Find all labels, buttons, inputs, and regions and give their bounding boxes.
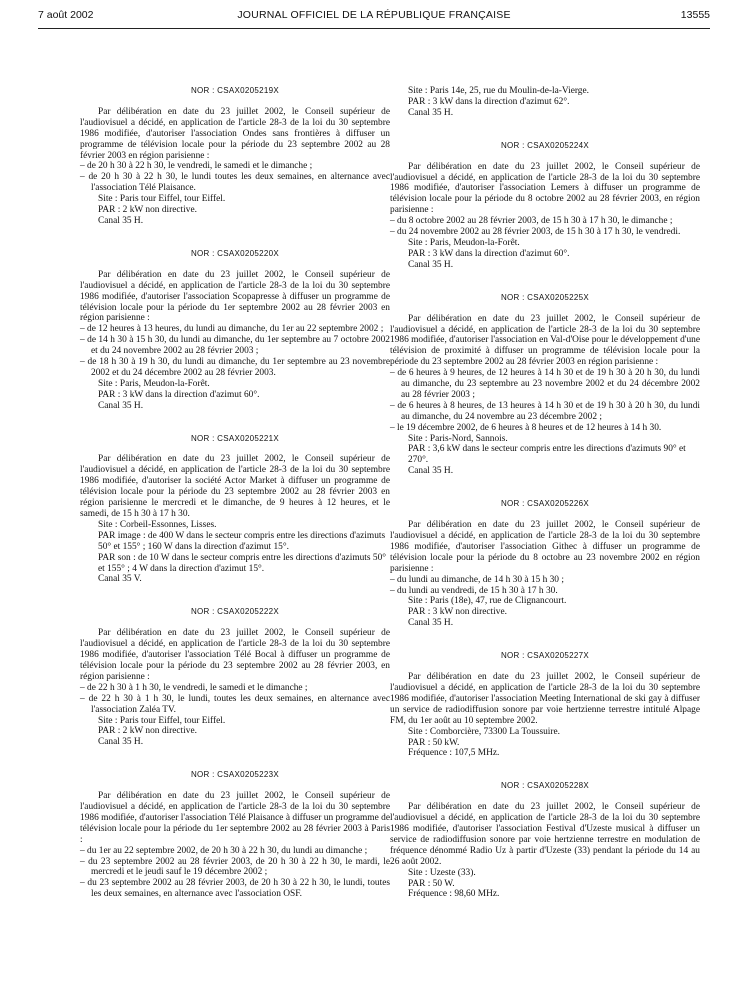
schedule-item: – de 22 h 30 à 1 h 30, le lundi, toutes les deux semaines, en alternance avec l'association Zaléa TV. (80, 693, 390, 715)
schedule-item: – du 1er au 22 septembre 2002, de 20 h 30 à 22 h 30, du lundi au dimanche ; (80, 845, 368, 856)
schedule-list (390, 216, 700, 238)
technical-detail: Site : Paris-Nord, Sannois. (408, 433, 508, 444)
schedule-item: – du 23 septembre 2002 au 28 février 2003, de 20 h 30 à 22 h 30, le mardi, le mercredi et le jeudi sauf le 19 décembre 2002 ; (80, 856, 390, 878)
decision-section (390, 86, 700, 119)
left-column (80, 86, 390, 900)
technical-detail: Site : Paris, Meudon-la-Forêt. (408, 237, 520, 248)
decision-section (390, 477, 700, 629)
nor-reference: NOR : CSAX0205223X (190, 770, 280, 780)
decision-paragraph: Par délibération en date du 23 juillet 2002, le Conseil supérieur de l'audiovisuel a décidé, en application de l'article 28-3 de la loi du 30 septembre 1986 modifiée, d'autoriser l'association en Val-d'Oise pour le développement d'une télévision de proximité à diffuser un programme de télévision locale pour la période du 23 septembre 2002 au 28 février 2003 en région parisienne : (390, 313, 700, 368)
nor-reference: NOR : CSAX0205225X (500, 292, 590, 302)
technical-detail: Canal 35 H. (408, 466, 454, 477)
decision-paragraph: Par délibération en date du 23 juillet 2002, le Conseil supérieur de l'audiovisuel a décidé, en application de l'article 28-3 de la loi du 30 septembre 1986 modifiée, d'autoriser l'association Githec à diffuser un programme de télévision locale pour la période du 8 octobre au 23 novembre 2002 en région parisienne : (390, 520, 700, 574)
technical-detail: Site : Paris 14e, 25, rue du Moulin-de-la-Vierge. (408, 86, 589, 96)
schedule-item: – du lundi au vendredi, de 15 h 30 à 17 h 30. (390, 585, 558, 596)
technical-detail: PAR : 3 kW non directive. (408, 607, 507, 618)
technical-detail: Site : Uzeste (33). (408, 867, 476, 878)
technical-detail: PAR : 2 kW non directive. (98, 205, 197, 216)
decision-paragraph: Par délibération en date du 23 juillet 2002, le Conseil supérieur de l'audiovisuel a décidé, en application de l'article 28-3 de la loi du 30 septembre 1986 modifiée, d'autoriser l'association Lemers à diffuser un programme de télévision locale pour la période du 8 octobre 2002 au 28 février 2003, en région parisienne : (390, 161, 700, 216)
section-spacer (80, 748, 390, 770)
technical-detail: Canal 35 V. (98, 574, 142, 585)
section-spacer (390, 477, 700, 499)
section-spacer (80, 585, 390, 607)
header-title: JOURNAL OFFICIEL DE LA RÉPUBLIQUE FRANÇAISE (237, 9, 511, 21)
section-spacer (390, 119, 700, 141)
schedule-item: – de 14 h 30 à 15 h 30, du lundi au dimanche, du 1er septembre au 7 octobre 2002 et du 24 novembre 2002 au 28 février 2003 ; (80, 335, 390, 357)
schedule-item: – de 18 h 30 à 19 h 30, du lundi au dimanche, du 1er septembre au 23 novembre 2002 et du 24 décembre 2002 au 28 février 2003. (80, 357, 390, 378)
schedule-item: – du lundi au dimanche, de 14 h 30 à 15 h 30 ; (390, 574, 564, 585)
decision-section (390, 629, 700, 759)
page-header (0, 9, 748, 25)
technical-detail: Fréquence : 107,5 MHz. (408, 748, 500, 759)
nor-reference: NOR : CSAX0205222X (190, 607, 280, 617)
decision-section (390, 119, 700, 271)
schedule-item: – de 12 heures à 13 heures, du lundi au dimanche, du 1er au 22 septembre 2002 ; (80, 324, 384, 335)
section-spacer (390, 629, 700, 651)
technical-detail: Canal 35 H. (98, 400, 144, 411)
technical-detail: Site : Paris (18e), 47, rue de Clignancourt. (408, 596, 567, 607)
decision-section (80, 227, 390, 412)
decision-section (390, 271, 700, 478)
schedule-item: – de 6 heures à 9 heures, de 12 heures à 14 h 30 et de 19 h 30 à 20 h 30, du lundi au dimanche, du 23 septembre au 23 novembre 2002 et du 24 décembre 2002 au 28 février 2003 ; (390, 368, 700, 400)
nor-reference: NOR : CSAX0205226X (500, 499, 590, 509)
nor-reference: NOR : CSAX0205224X (500, 140, 590, 150)
nor-reference: NOR : CSAX0205227X (500, 651, 590, 661)
decision-paragraph: Par délibération en date du 23 juillet 2002, le Conseil supérieur de l'audiovisuel a décidé, en application de l'article 28-3 de la loi du 30 septembre 1986 modifiée, d'autoriser l'association Festival d'Uzeste musical à diffuser un service de radiodiffusion sonore par voie hertzienne terrestre en modulation de fréquence dénommé Radio Uz à partir d'Uzeste (33) pendant la période du 14 au 26 août 2002. (390, 802, 700, 867)
technical-detail: PAR : 3 kW dans la direction d'azimut 62°. (408, 96, 570, 107)
technical-detail: PAR : 50 kW. (408, 737, 460, 748)
technical-detail: PAR image : de 400 W dans le secteur compris entre les directions d'azimuts 50° et 155° ; 160 W dans la direction d'azimut 15°. (98, 530, 386, 552)
decision-paragraph: Par délibération en date du 23 juillet 2002, le Conseil supérieur de l'audiovisuel a décidé, en application de l'article 28-3 de la loi du 30 septembre 1986 modifiée, d'autoriser l'association Télé Bocal à diffuser un programme de télévision locale pour la période du 23 septembre 2002 au 28 février 2003, en région parisienne : (80, 628, 390, 682)
schedule-item: – du 24 novembre 2002 au 28 février 2003, de 15 h 30 à 17 h 30, le vendredi. (390, 227, 681, 238)
schedule-item: – du 23 septembre 2002 au 28 février 2003, de 20 h 30 à 22 h 30, le lundi, toutes les deux semaines, en alternance avec l'association OSF. (80, 878, 390, 900)
header-rule (38, 28, 710, 29)
decision-paragraph: Par délibération en date du 23 juillet 2002, le Conseil supérieur de l'audiovisuel a décidé, en application de l'article 28-3 de la loi du 30 septembre 1986 modifiée, d'autoriser l'association Ondes sans frontières à diffuser un programme de télévision locale pour la période du 23 septembre 2002 au 28 février 2003 en région parisienne : (80, 106, 390, 161)
schedule-item: – de 20 h 30 à 22 h 30, le lundi toutes les deux semaines, en alternance avec l'association Télé Plaisance. (80, 172, 390, 194)
decision-paragraph: Par délibération en date du 23 juillet 2002, le Conseil supérieur de l'audiovisuel a décidé, en application de l'article 28-3 de la loi du 30 septembre 1986 modifiée, d'autoriser la société Actor Market à diffuser un programme de télévision locale pour la période du 23 septembre 2002 au 28 février 2003 en région parisienne le mercredi et le dimanche, de 9 heures à 12 heures, et le samedi, de 15 h 30 à 17 h 30. (80, 454, 390, 519)
decision-paragraph: Par délibération en date du 23 juillet 2002, le Conseil supérieur de l'audiovisuel a décidé, en application de l'article 28-3 de la loi du 30 septembre 1986 modifiée, d'autoriser l'association Meeting International de ski gay à diffuser un service de radiodiffusion sonore par voie hertzienne terrestre intitulé Alpage FM, du 1er août au 10 septembre 2002. (390, 672, 700, 726)
header-page-number: 13555 (680, 9, 710, 21)
technical-detail: Canal 35 H. (408, 618, 454, 629)
schedule-item: – de 22 h 30 à 1 h 30, le vendredi, le samedi et le dimanche ; (80, 682, 308, 693)
section-spacer (390, 271, 700, 293)
technical-detail: Site : Comborcière, 73300 La Toussuire. (408, 726, 561, 737)
technical-detail: Site : Paris tour Eiffel, tour Eiffel. (98, 194, 226, 205)
header-date: 7 août 2002 (38, 9, 94, 21)
technical-detail: Canal 35 H. (98, 215, 144, 226)
technical-detail: Fréquence : 98,60 MHz. (408, 889, 500, 900)
schedule-item: – le 19 décembre 2002, de 6 heures à 8 heures et de 12 heures à 14 h 30. (390, 422, 662, 433)
technical-detail: PAR : 50 W. (408, 878, 455, 889)
schedule-list (80, 324, 390, 379)
section-spacer (80, 227, 390, 249)
nor-reference: NOR : CSAX0205219X (190, 86, 280, 95)
decision-section (80, 86, 390, 227)
schedule-list (80, 683, 390, 716)
schedule-list (390, 368, 700, 433)
technical-detail: PAR : 3 kW dans la direction d'azimut 60°. (98, 389, 260, 400)
technical-detail: Canal 35 H. (98, 737, 144, 748)
technical-detail: Canal 35 H. (408, 259, 454, 270)
schedule-list (80, 161, 390, 194)
section-spacer (390, 759, 700, 781)
section-spacer (80, 412, 390, 434)
technical-detail: Site : Paris tour Eiffel, tour Eiffel. (98, 715, 226, 726)
decision-paragraph: Par délibération en date du 23 juillet 2002, le Conseil supérieur de l'audiovisuel a décidé, en application de l'article 28-3 de la loi du 30 septembre 1986 modifiée, d'autoriser l'association Télé Plaisance à diffuser un programme de télévision locale pour la période du 1er septembre 2002 au 28 février 2003 à Paris : (80, 791, 390, 845)
right-column (390, 86, 700, 900)
schedule-list (80, 846, 390, 901)
schedule-item: – de 6 heures à 8 heures, de 13 heures à 14 h 30 et de 19 h 30 à 20 h 30, du lundi au dimanche, du 24 novembre au 23 décembre 2002 ; (390, 400, 700, 422)
technical-detail: Canal 35 H. (408, 107, 454, 118)
decision-section (80, 412, 390, 586)
decision-section (80, 585, 390, 748)
technical-detail: Site : Corbeil-Essonnes, Lisses. (98, 519, 217, 530)
nor-reference: NOR : CSAX0205221X (190, 433, 280, 443)
technical-detail: Site : Paris, Meudon-la-Forêt. (98, 378, 210, 389)
schedule-item: – de 20 h 30 à 22 h 30, le vendredi, le samedi et le dimanche ; (80, 161, 313, 172)
nor-reference: NOR : CSAX0205220X (190, 248, 280, 258)
schedule-item: – du 8 octobre 2002 au 28 février 2003, de 15 h 30 à 17 h 30, le dimanche ; (390, 216, 673, 227)
nor-reference: NOR : CSAX0205228X (500, 781, 590, 791)
decision-paragraph: Par délibération en date du 23 juillet 2002, le Conseil supérieur de l'audiovisuel a décidé, en application de l'article 28-3 de la loi du 30 septembre 1986 modifiée, d'autoriser l'association Scopapresse à diffuser un programme de télévision locale pour la période du 1er septembre 2002 au 28 février 2003 en région parisienne : (80, 269, 390, 324)
technical-detail: PAR : 3,6 kW dans le secteur compris entre les directions d'azimuts 90° et 270°. (408, 444, 686, 466)
technical-detail: PAR son : de 10 W dans le secteur compris entre les directions d'azimuts 50° et 155° ; 4 W dans la direction d'azimut 15°. (98, 552, 387, 574)
technical-detail: PAR : 3 kW dans la direction d'azimut 60°. (408, 248, 570, 259)
technical-detail: PAR : 2 kW non directive. (98, 726, 197, 737)
decision-section (80, 748, 390, 900)
decision-section (390, 759, 700, 900)
schedule-list (390, 575, 700, 597)
